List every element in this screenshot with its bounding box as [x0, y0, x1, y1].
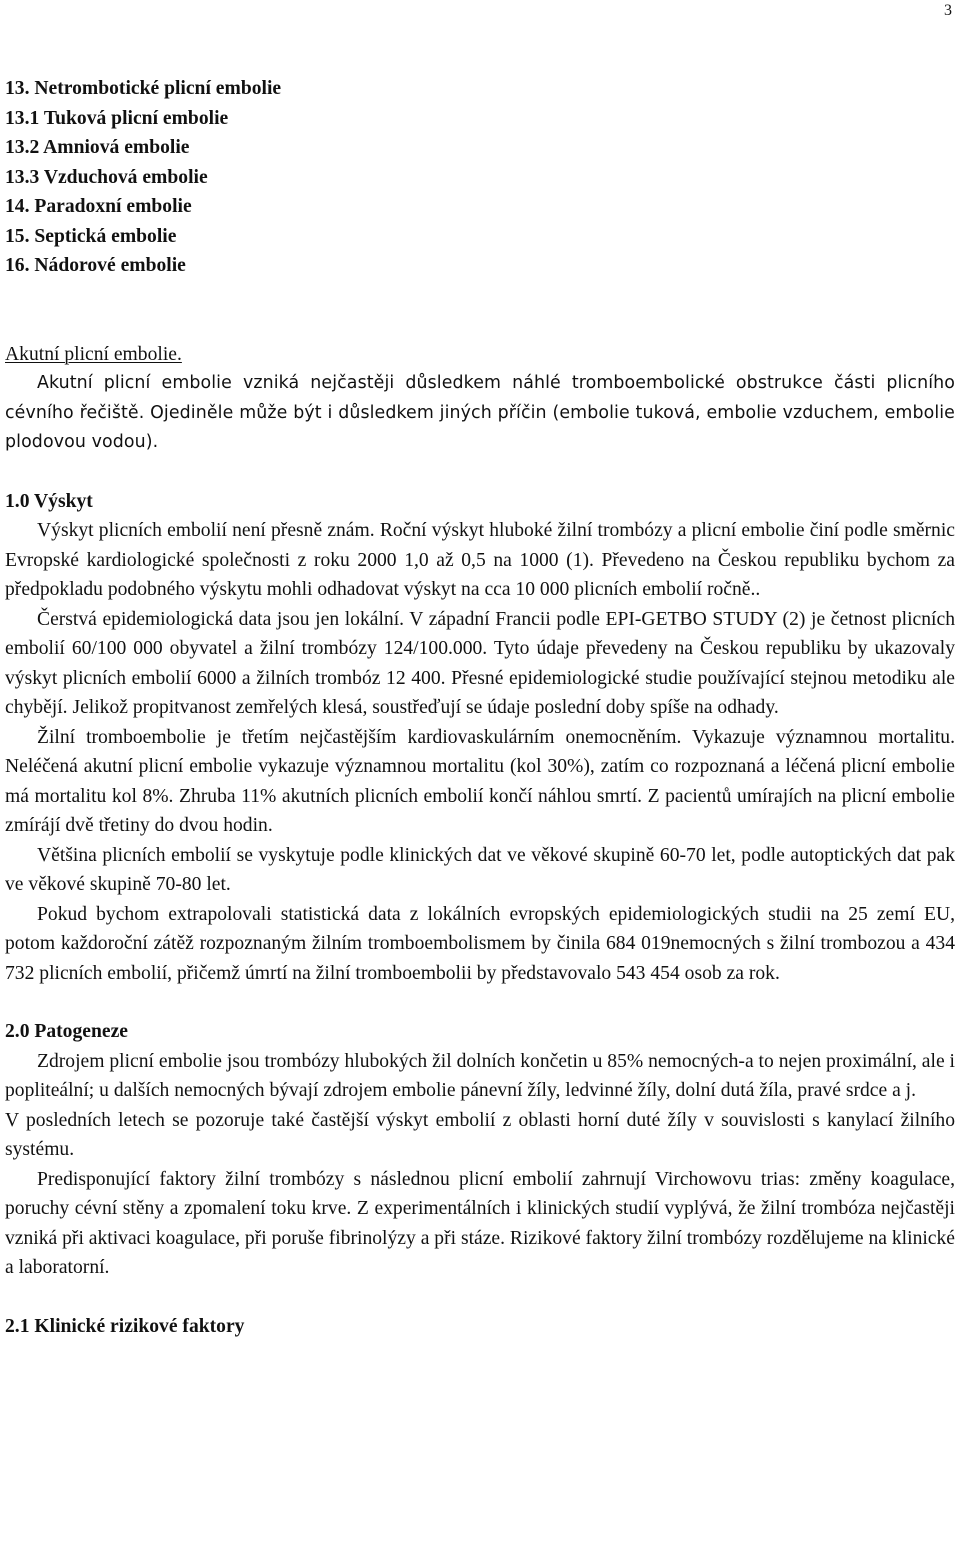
- toc-item: 16. Nádorové embolie: [5, 255, 186, 276]
- pathogenesis-paragraph-3: Predisponující faktory žilní trombózy s následnou plicní embolií zahrnují Virchowovu trias: změny koagulace, poruchy cévní stěny a zpomalení toku krve. Z experimentálních i klinických studií vyplývá, že žilní trombóza nejčastěji vzniká při aktivaci koagulace, při poruše fibrinolýzy a při stáze. Rizikové faktory žilní trombózy rozdělujeme na klinické a laboratorní.: [5, 1168, 955, 1278]
- toc-item: 14. Paradoxní embolie: [5, 196, 192, 217]
- occurrence-paragraph-5: Pokud bychom extrapolovali statistická data z lokálních evropských epidemiologických studii na 25 zemí EU, potom každoroční zátěž rozpoznaným žilním tromboembolismem by činila 684 019nemocných s žilní trombozou a 434 732 plicních embolií, přičemž úmrtí na žilní tromboembolii by představovalo 543 454 osob za rok.: [5, 903, 955, 984]
- toc-item: 15. Septická embolie: [5, 225, 177, 247]
- occurrence-paragraph-1: Výskyt plicních embolií není přesně znám. Roční výskyt hluboké žilní trombózy a plicní embolie činí podle směrnic Evropské kardiologické společnosti z roku 2000 1,0 až 0,5 na 1000 (1). Převedeno na Českou republiku bychom za předpokladu podobného výskytu mohli odhadovat výskyt na cca 10 000 plicních embolií ročně..: [5, 520, 955, 600]
- toc-item: 13.3 Vzduchová embolie: [5, 166, 208, 188]
- document-body: [5, 74, 955, 1341]
- pathogenesis-heading: 2.0 Patogeneze: [5, 1021, 128, 1042]
- clinical-risk-factors-heading: 2.1 Klinické rizikové faktory: [5, 1315, 245, 1337]
- pathogenesis-paragraph-1: Zdrojem plicní embolie jsou trombózy hlubokých žil dolních končetin u 85% nemocných-a to nejen proximální, ale i popliteální; u dalších nemocných bývají zdrojem embolie pánevní žíly, ledvinné žíly, dolní dutá žíla, pravé srdce a j.: [5, 1050, 955, 1101]
- occurrence-paragraph-3: Žilní tromboembolie je třetím nejčastějším kardiovaskulárním onemocněním. Vykazuje významnou mortalitu. Neléčená akutní plicní embolie vykazuje významnou mortalitu (kol 30%), zatím co rozpoznaná a léčená plicní embolie má mortalitu kol 8%. Zhruba 11% akutních plicních embolií končí náhlou smrtí. Z pacientů umírajích na plicní embolie zmírájí dvě třetiny do dvou hodin.: [5, 726, 955, 836]
- toc-item: 13.2 Amniová embolie: [5, 137, 190, 158]
- acute-pe-heading: Akutní plicní embolie.: [5, 343, 182, 365]
- acute-pe-paragraph: Akutní plicní embolie vzniká nejčastěji důsledkem náhlé tromboembolické obstrukce části plicního cévního řečiště. Ojediněle může být i důsledkem jiných příčin (embolie tuková, embolie vzduchem, embolie plodovou vodou).: [5, 373, 955, 452]
- toc-item: 13.1 Tuková plicní embolie: [5, 107, 229, 129]
- occurrence-heading: 1.0 Výskyt: [5, 490, 93, 512]
- occurrence-paragraph-2: Čerstvá epidemiologická data jsou jen lokální. V západní Francii podle EPI-GETBO STUDY (2) je četnost plicních embolií 60/100 000 obyvatel a žilní trombózy 124/100.000. Tyto údaje převedeny na Českou republiku by ukazovaly výskyt plicních embolií 6000 a žilních trombóz 12 400. Přesné epidemiologické studie používající stejnou metodiku ale chybějí. Jelikož propitvanost zemřelých klesá, soustřeďují se údaje poslední doby spíše na odhady.: [5, 608, 955, 718]
- toc-list: [5, 74, 955, 281]
- toc-item: 13. Netrombotické plicní embolie: [5, 78, 282, 99]
- pathogenesis-paragraph-2: V posledních letech se pozoruje také častější výskyt embolií z oblasti horní duté žíly v souvislosti s kanylací žilního systému.: [5, 1109, 955, 1160]
- occurrence-paragraph-4: Většina plicních embolií se vyskytuje podle klinických dat ve věkové skupině 60-70 let, podle autoptických dat pak ve věkové skupině 70-80 let.: [5, 844, 955, 895]
- page-number: 3: [944, 2, 952, 19]
